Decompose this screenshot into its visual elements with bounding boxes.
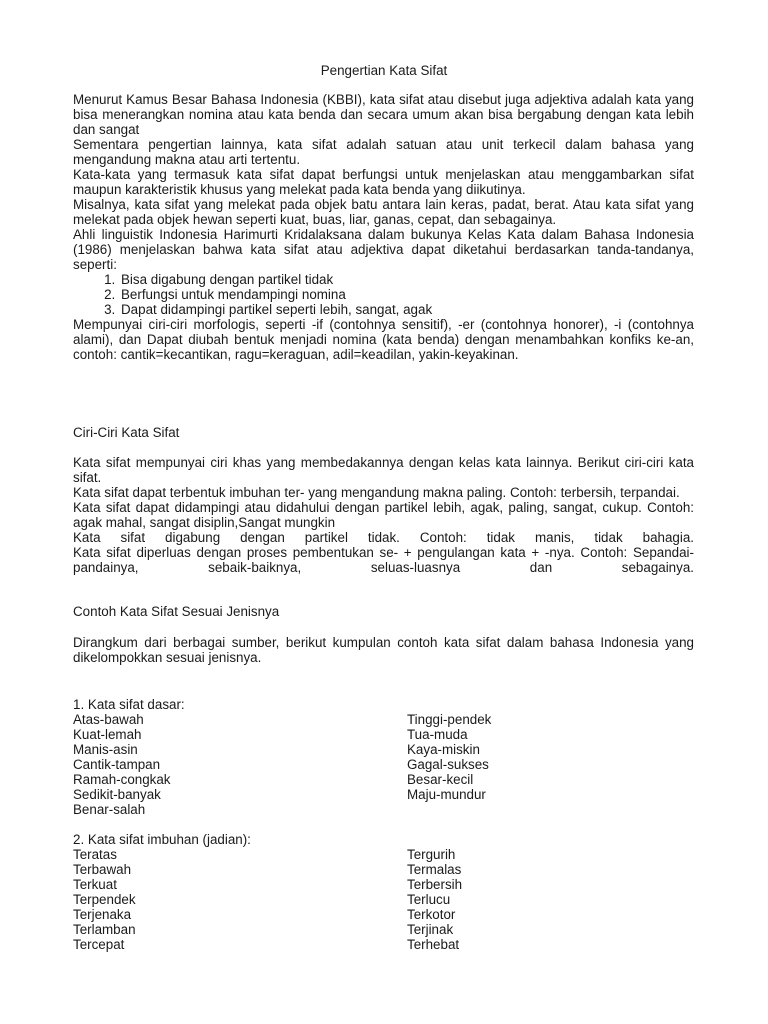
ciri-paragraph-5: Kata sifat diperluas dengan proses pembentukan se- + pengulangan kata + -nya. Contoh: Sepandai-pandainya, sebaik-baiknya, seluas-luasnya dan sebagainya. xyxy=(73,545,694,575)
list-item: Kaya-miskin xyxy=(407,742,480,757)
intro-paragraph-1: Menurut Kamus Besar Bahasa Indonesia (KBBI), kata sifat atau disebut juga adjektiva adalah kata yang bisa menerangkan nomina atau kata benda dan secara umum akan bisa bergabung dengan kata lebih dan sangat xyxy=(73,92,694,137)
list-item: Benar-salah xyxy=(73,802,146,817)
contoh-heading: Contoh Kata Sifat Sesuai Jenisnya xyxy=(73,604,280,619)
left-column xyxy=(73,847,136,952)
intro-paragraph-5: Ahli linguistik Indonesia Harimurti Kridalaksana dalam bukunya Kelas Kata dalam Bahasa Indonesia (1986) menjelaskan bahwa kata sifat atau adjektiva dapat diketahui berdasarkan tanda-tandanya, seperti: xyxy=(73,227,694,272)
list-item: Terkotor xyxy=(407,907,456,922)
list-item: Gagal-sukses xyxy=(407,757,489,772)
kata-sifat-imbuhan-heading: 2. Kata sifat imbuhan (jadian): xyxy=(73,832,251,847)
list-item: Terjinak xyxy=(407,922,454,937)
right-column xyxy=(407,712,491,802)
list-item: Terlamban xyxy=(73,922,136,937)
kata-sifat-dasar-heading: 1. Kata sifat dasar: xyxy=(73,697,185,712)
list-item: Ramah-congkak xyxy=(73,772,171,787)
ciri-paragraph-1: Kata sifat mempunyai ciri khas yang membedakannya dengan kelas kata lainnya. Berikut ciri-ciri kata sifat. xyxy=(73,455,694,485)
list-item: Besar-kecil xyxy=(407,772,474,787)
list-item: Termalas xyxy=(407,862,462,877)
list-item: Sedikit-banyak xyxy=(73,787,161,802)
list-item: Terbawah xyxy=(73,862,132,877)
list-item: Terlucu xyxy=(407,892,451,907)
list-item: Atas-bawah xyxy=(73,712,144,727)
list-item: Terkuat xyxy=(73,877,117,892)
page-title: Pengertian Kata Sifat xyxy=(320,63,448,78)
list-item: 1. Bisa digabung dengan partikel tidak xyxy=(119,272,694,287)
ciri-heading: Ciri-Ciri Kata Sifat xyxy=(73,425,180,440)
ciri-paragraph-2: Kata sifat dapat terbentuk imbuhan ter- yang mengandung makna paling. Contoh: terbersih, terpandai. xyxy=(73,485,680,500)
list-item: 3. Dapat didampingi partikel seperti lebih, sangat, agak xyxy=(119,302,694,317)
intro-section xyxy=(73,92,694,362)
list-item: Tua-muda xyxy=(407,727,468,742)
intro-paragraph-2: Sementara pengertian lainnya, kata sifat adalah satuan atau unit terkecil dalam bahasa yang mengandung makna atau arti tertentu. xyxy=(73,137,694,167)
list-item: Teratas xyxy=(73,847,117,862)
ciri-section xyxy=(73,455,694,575)
morfologi-paragraph: Mempunyai ciri-ciri morfologis, seperti -if (contohnya sensitif), -er (contohnya honorer), -i (contohnya alami), dan Dapat diubah bentuk menjadi nomina (kata benda) dengan menambahkan konfiks ke-an, contoh: cantik=kecantikan, ragu=keraguan, adil=keadilan, yakin-keyakinan. xyxy=(73,317,694,362)
ciri-paragraph-4: Kata sifat digabung dengan partikel tidak. Contoh: tidak manis, tidak bahagia. xyxy=(73,530,694,545)
kata-sifat-dasar-list xyxy=(0,712,768,817)
left-column xyxy=(73,712,171,817)
list-item: Kuat-lemah xyxy=(73,727,142,742)
list-item: Tergurih xyxy=(407,847,456,862)
list-item: Tinggi-pendek xyxy=(407,712,492,727)
right-column xyxy=(407,847,462,952)
numbered-list xyxy=(73,272,694,317)
contoh-intro xyxy=(73,635,694,665)
list-item: Terpendek xyxy=(73,892,136,907)
list-item: Terbersih xyxy=(407,877,463,892)
contoh-intro-paragraph: Dirangkum dari berbagai sumber, berikut kumpulan contoh kata sifat dalam bahasa Indonesia yang dikelompokkan sesuai jenisnya. xyxy=(73,635,694,665)
list-item: Terjenaka xyxy=(73,907,132,922)
intro-paragraph-3: Kata-kata yang termasuk kata sifat dapat berfungsi untuk menjelaskan atau menggambarkan sifat maupun karakteristik khusus yang melekat pada kata benda yang diikutinya. xyxy=(73,167,694,197)
ciri-paragraph-3: Kata sifat dapat didampingi atau didahului dengan partikel lebih, agak, paling, sangat, cukup. Contoh: agak mahal, sangat disiplin,Sangat mungkin xyxy=(73,500,694,530)
intro-paragraph-4: Misalnya, kata sifat yang melekat pada objek batu antara lain keras, padat, berat. Atau kata sifat yang melekat pada objek hewan seperti kuat, buas, liar, ganas, cepat, dan sebagainya. xyxy=(73,197,694,227)
list-item: Cantik-tampan xyxy=(73,757,161,772)
list-item: 2. Berfungsi untuk mendampingi nomina xyxy=(119,287,694,302)
list-item: Manis-asin xyxy=(73,742,138,757)
list-item: Maju-mundur xyxy=(407,787,486,802)
list-item: Tercepat xyxy=(73,937,125,952)
kata-sifat-imbuhan-list xyxy=(0,847,768,952)
list-item: Terhebat xyxy=(407,937,460,952)
